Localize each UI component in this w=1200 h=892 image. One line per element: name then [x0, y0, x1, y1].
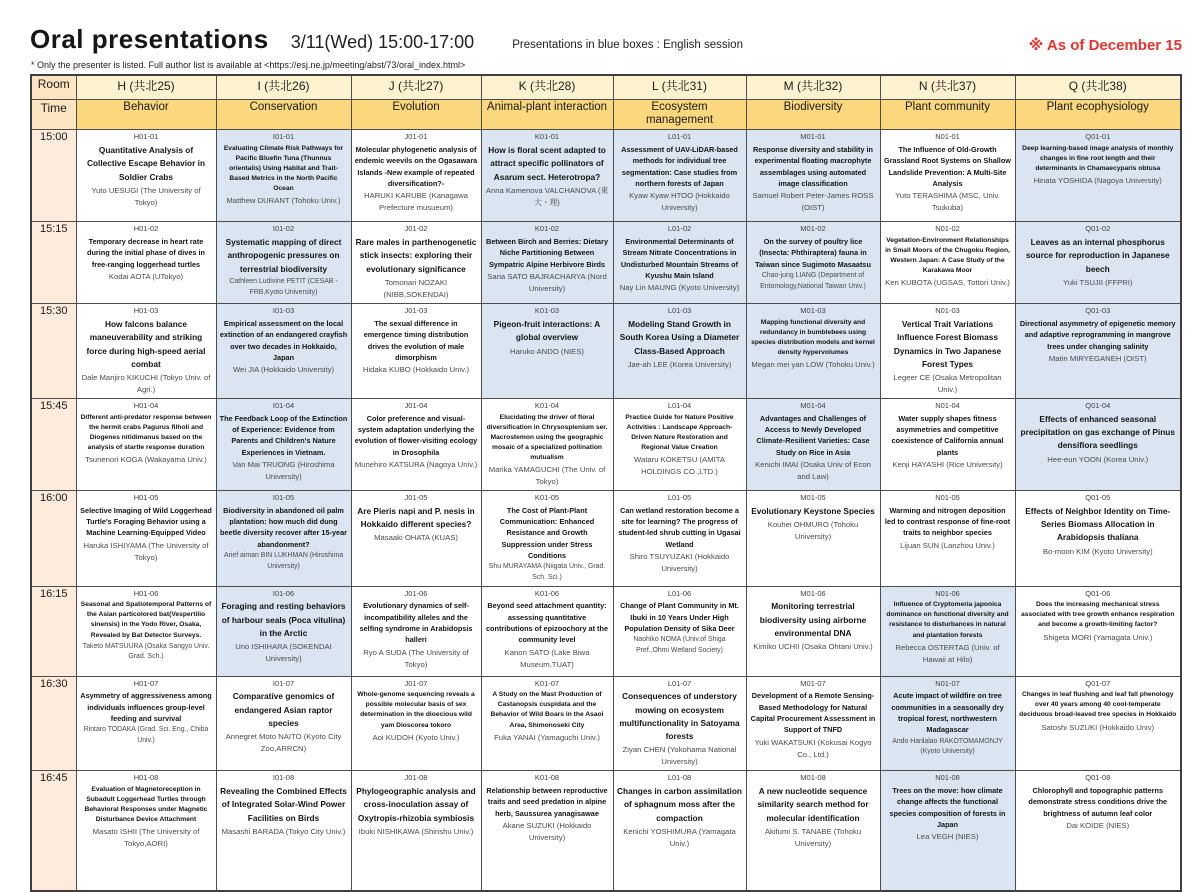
presentation-cell-H01-06: [76, 586, 216, 676]
presentation-cell-L01-05: [613, 490, 746, 586]
date-time: 3/11(Wed) 15:00-17:00: [290, 32, 475, 52]
presentation-cell-M01-04: [746, 399, 880, 491]
presentation-id: M01-04: [800, 401, 826, 411]
presentation-presenter: Kenji HAYASHI (Rice University): [892, 460, 1003, 470]
presentation-id: Q01-02: [1085, 224, 1111, 234]
presentation-cell-J01-08: [351, 771, 481, 892]
presentation-title: Effects of Neighbor Identity on Time-Series Biomass Allocation in Arabidopsis thaliana: [1025, 505, 1171, 543]
presentation-title: Elucidating the driver of floral diversification in Chrysosplenium ser. Macrostemon using the geographic mosaic of a specialized pollination mutualism: [486, 413, 608, 462]
presentation-cell-K01-08: [481, 771, 613, 892]
presentation-title: Different anti-predator response between the hermit crabs Pagurus filholi and Diogenes nitidimanus based on the analysis of startle response duration: [80, 413, 212, 452]
presentation-presenter: Fuka YANAI (Yamaguchi Univ.): [494, 732, 600, 742]
presentation-title: A new nucleotide sequence similarity search method for molecular identification: [757, 786, 869, 823]
presentation-title: Change of Plant Community in Mt. Ibuki in 10 Years Under High Population Density of Sika Deer: [620, 601, 739, 633]
presentation-id: K01-02: [534, 224, 560, 234]
presentation-presenter: Legeer CE (Osaka Metropolitan Univ.): [893, 373, 1002, 395]
presentation-cell-H01-03: [76, 304, 216, 399]
presentation-title: Between Birch and Berries: Dietary Niche Partitioning Between Sympatric Alpine Herbivore Birds: [485, 237, 609, 269]
presentation-title: Phylogeographic analysis and cross-inoculation assay of Oxytropis-rhizobia symbiosis: [356, 786, 476, 823]
presentation-cell-I01-05: [216, 490, 351, 586]
presentation-presenter: Haruka ISHIYAMA (The University of Tokyo): [83, 540, 209, 562]
presentation-title: Quantitative Analysis of Collective Escape Behavior in Soldier Crabs: [86, 145, 206, 182]
presentation-title: How is floral scent adapted to attract specific pollinators of Asarum sect. Heterotropa?: [488, 145, 606, 182]
presentation-title: Revealing the Combined Effects of Integrated Solar-Wind Power Facilities on Birds: [220, 786, 347, 823]
room-header-2: J (共北27): [351, 75, 481, 100]
time-label: 15:00: [31, 130, 76, 222]
presentation-presenter: Ryo A SUDA (The University of Tokyo): [363, 647, 469, 669]
presentation-presenter: Aoi KUDOH (Kyoto Univ.): [372, 732, 460, 742]
english-session-note: Presentations in blue boxes : English session: [512, 39, 743, 51]
presentation-cell-J01-07: [351, 676, 481, 771]
presentation-cell-Q01-06: [1015, 586, 1181, 676]
presentation-title: Directional asymmetry of epigenetic memory and adaptive reprogramming in mangrove trees under changing salinity: [1019, 319, 1176, 351]
presentation-id: M01-02: [800, 224, 826, 234]
presentation-presenter: Samuel Robert Peter-James ROSS (OIST): [752, 191, 874, 213]
presentation-presenter: Munehiro KATSURA (Nagoya Univ.): [354, 460, 478, 470]
presentation-cell-J01-05: [351, 490, 481, 586]
presentation-cell-I01-06: [216, 586, 351, 676]
presentation-cell-J01-02: [351, 222, 481, 304]
presentation-id: I01-01: [272, 132, 295, 142]
presentation-cell-N01-04: [880, 399, 1015, 491]
presentation-title: Chlorophyll and topographic patterns demonstrate stress conditions drive the brightness of autumn leaf color: [1028, 786, 1168, 818]
time-label: 16:15: [31, 586, 76, 676]
presentation-id: Q01-03: [1085, 306, 1111, 316]
presentation-presenter: Wei JIA (Hokkaido University): [232, 365, 335, 375]
category-header-6: Plant community: [880, 100, 1015, 130]
presentation-title: The Feedback Loop of the Extinction of Experience: Evidence from Parents and Children's Nature Experiences in Vietnam.: [219, 413, 348, 457]
time-label: 16:30: [31, 676, 76, 771]
presentation-title: Can wetland restoration become a site for learning? The progress of student-led shrub cutting in Ugasai Wetland: [618, 505, 741, 549]
presentation-presenter: Yuto TERASHIMA (MSC, Univ. Tsukuba): [895, 191, 1000, 213]
presentation-title: Relationship between reproductive traits and seed predation in alpine herb, Saussurea yanagisawae: [486, 786, 608, 818]
presentation-title: Selective Imaging of Wild Loggerhead Turtle's Foraging Behavior using a Machine Learning-Equipped Video: [80, 505, 212, 538]
presentation-presenter: Matin MIRYEGANEH (OIST): [1048, 354, 1147, 364]
presentation-cell-M01-06: [746, 586, 880, 676]
presentation-id: I01-08: [272, 773, 295, 783]
presentation-id: I01-03: [272, 306, 295, 316]
presentation-presenter: Shigeta MORI (Yamagata Univ.): [1043, 632, 1153, 642]
category-header-4: Ecosystem management: [613, 100, 746, 130]
presentation-presenter: Haruko ANDO (NIES): [510, 346, 584, 356]
presentation-presenter: Nay Lin MAUNG (Kyoto University): [619, 283, 740, 293]
presentation-presenter: Akane SUZUKI (Hokkaido University): [502, 820, 592, 842]
presentation-presenter: Tomonari NOZAKI (NIBB,SOKENDAI): [383, 277, 449, 299]
presentation-cell-N01-05: [880, 490, 1015, 586]
presentation-cell-Q01-07: [1015, 676, 1181, 771]
category-header-2: Evolution: [351, 100, 481, 130]
room-header-1: I (共北26): [216, 75, 351, 100]
presentation-presenter: Lijuan SUN (Lanzhou Univ.): [900, 540, 995, 550]
presentation-presenter: Ziyan CHEN (Yokohama National University): [622, 745, 737, 767]
presentation-presenter: Kodai AOTA (UTokyo): [108, 272, 184, 282]
presentation-title: Evaluating Climate Risk Pathways for Pacific Bluefin Tuna (Thunnus orientalis) Using Habitat and Trait-Based Metrics in the North Pacific Ocean: [223, 145, 344, 193]
presentation-title: Consequences of understory mowing on ecosystem multifunctionality in Satoyama forests: [619, 691, 740, 742]
presentation-id: K01-01: [534, 132, 560, 142]
presentation-id: L01-01: [667, 132, 692, 142]
presentation-id: N01-03: [935, 306, 960, 316]
presentation-cell-Q01-04: [1015, 399, 1181, 491]
presentation-cell-H01-05: [76, 490, 216, 586]
presentation-id: H01-01: [133, 132, 159, 142]
presentation-presenter: Arief aiman BIN LUKHMAN (Hiroshima University): [223, 551, 344, 570]
presentation-cell-H01-08: [76, 771, 216, 892]
room-header-3: K (共北28): [481, 75, 613, 100]
presentation-presenter: Rintaro TODAKA (Grad. Sci. Eng., Chiba Univ.): [83, 726, 209, 744]
presentation-presenter: Masato ISHII (The University of Tokyo,AORI): [92, 827, 200, 849]
presentation-id: M01-03: [800, 306, 826, 316]
presentation-title: Modeling Stand Growth in South Korea Using a Diameter Class-Based Approach: [619, 319, 740, 356]
presentation-cell-L01-08: [613, 771, 746, 892]
as-of-note: ※ As of December 15: [1028, 37, 1182, 54]
presentation-cell-I01-08: [216, 771, 351, 892]
presentation-id: Q01-05: [1085, 492, 1111, 502]
presentation-presenter: Hinata YOSHIDA (Nagoya University): [1033, 176, 1162, 186]
presentation-presenter: Kenichi IMAI (Osaka Univ of Econ and Law): [755, 460, 871, 481]
presentation-id: H01-07: [133, 678, 159, 688]
presentation-cell-M01-03: [746, 304, 880, 399]
presentation-cell-Q01-03: [1015, 304, 1181, 399]
presentation-cell-J01-06: [351, 586, 481, 676]
presentation-title: The Influence of Old-Growth Grassland Root Systems on Shallow Landslide Prevention: A Multi-Site Analysis: [884, 145, 1011, 189]
presentation-cell-I01-04: [216, 399, 351, 491]
presentation-presenter: Cathleen Ludivine PETIT (CESAB - FRB,Kyoto University): [229, 277, 338, 296]
presentation-id: K01-08: [534, 773, 560, 783]
title-bar: [30, 24, 743, 55]
presentation-cell-Q01-05: [1015, 490, 1181, 586]
presentation-cell-N01-01: [880, 130, 1015, 222]
presentation-id: Q01-04: [1085, 401, 1111, 411]
presentation-presenter: Dale Manjiro KIKUCHI (Tokyo Univ. of Agri.): [81, 373, 211, 395]
presentation-presenter: Kenichi YOSHIMURA (Yamagata Univ.): [623, 826, 736, 848]
presentation-cell-N01-02: [880, 222, 1015, 304]
presentation-cell-I01-07: [216, 676, 351, 771]
presentation-cell-M01-01: [746, 130, 880, 222]
presentation-title: How falcons balance maneuverability and striking force during high-speed aerial combat: [86, 319, 206, 369]
presentation-title: Systematic mapping of direct anthropogenic pressures on terrestrial biodiversity: [225, 237, 342, 274]
presentation-id: H01-02: [133, 224, 159, 234]
presentation-title: Influence of Cryptomeria japonica dominance on functional diversity and resistance to disturbances in natural and plantation forests: [886, 601, 1009, 639]
presentation-title: Effects of enhanced seasonal precipitation on gas exchange of Pinus densiflora seedlings: [1020, 413, 1175, 451]
presentation-title: Advantages and Challenges of Access to Newly Developed Climate-Resilient Varieties: Case Study on Rice in Asia: [756, 413, 870, 457]
presentation-presenter: Akifumi S. TANABE (Tohoku University): [764, 826, 862, 848]
presentation-id: M01-08: [800, 773, 826, 783]
presentation-presenter: Lea VEGH (NIES): [916, 832, 979, 842]
oral-presentations-table: [30, 74, 1182, 892]
presentation-presenter: Yuto UESUGI (The University of Tokyo): [91, 185, 201, 207]
presentation-id: H01-04: [133, 401, 159, 411]
presentation-presenter: HARUKI KARUBE (Kanagawa Prefecture musueum): [364, 191, 468, 213]
room-header-4: L (共北31): [613, 75, 746, 100]
presentation-title: Temporary decrease in heart rate during the initial phase of dives in free-ranging loggerhead turtles: [87, 237, 205, 269]
presentation-id: M01-06: [800, 588, 826, 598]
room-header-label: Room: [31, 75, 76, 100]
presentation-title: Trees on the move: how climate change affects the functional species composition of forests in Japan: [889, 786, 1006, 829]
presentation-id: N01-07: [935, 678, 960, 688]
presentation-id: M01-05: [800, 492, 826, 502]
presentation-presenter: Dai KOIDE (NIES): [1066, 820, 1130, 830]
presentation-id: I01-06: [272, 588, 295, 598]
presentation-presenter: Hidaka KUBO (Hokkaido Univ.): [362, 365, 470, 375]
presentation-cell-I01-01: [216, 130, 351, 222]
presentation-id: L01-03: [667, 306, 692, 316]
presentation-id: K01-07: [534, 678, 560, 688]
category-header-3: Animal-plant interaction: [481, 100, 613, 130]
presentation-cell-J01-01: [351, 130, 481, 222]
presentation-id: N01-01: [935, 132, 960, 142]
presentation-id: H01-06: [133, 588, 159, 598]
presentation-presenter: Marika YAMAGUCHI (The Univ. of Tokyo): [488, 465, 606, 487]
presentation-cell-M01-08: [746, 771, 880, 892]
presentation-title: Mapping functional diversity and redundancy in bumblebees using species distribution models and kernel density hypervolumes: [751, 319, 875, 357]
presentation-cell-J01-04: [351, 399, 481, 491]
presentation-id: K01-03: [534, 306, 560, 316]
presentation-id: I01-02: [272, 224, 295, 234]
presentation-title: Changes in leaf flushing and leaf fall phenology over 40 years among 40 cool-temperate deciduous broad-leaved tree species in Hokkaido: [1019, 691, 1177, 719]
room-header-5: M (共北32): [746, 75, 880, 100]
presentation-id: I01-05: [272, 492, 295, 502]
presentation-title: Acute impact of wildfire on tree communities in a seasonally dry tropical forest, northwestern Madagascar: [891, 691, 1004, 735]
presentation-cell-L01-06: [613, 586, 746, 676]
presentation-cell-I01-03: [216, 304, 351, 399]
presentation-cell-H01-07: [76, 676, 216, 771]
presentation-title: Color preference and visual-system adaptation underlying the evolution of flower-visiting ecology in Drosophila: [354, 413, 478, 457]
presentation-title: Are Pieris napi and P. nesis in Hokkaido different species?: [357, 505, 475, 529]
presentation-title: Vegetation-Environment Relationships in Small Moors of the Chugoku Region, Western Japan: A Case Study of the Karakawa Moor: [885, 237, 1010, 275]
room-header-6: N (共北37): [880, 75, 1015, 100]
presentation-id: J01-08: [404, 773, 428, 783]
presentation-cell-M01-05: [746, 490, 880, 586]
presentation-presenter: Kouhei OHMURO (Tohoku University): [767, 520, 859, 541]
presentation-presenter: Anna Kamenova VALCHANOVA (東大・理): [485, 185, 609, 207]
presentation-presenter: Annegret Moto NAITO (Kyoto City Zoo,ARRCN): [225, 732, 342, 754]
presentation-title: Warming and nitrogen deposition led to contrast response of fine-root traits to neighbor species: [884, 505, 1011, 538]
presentation-id: J01-05: [404, 492, 428, 502]
presentation-id: K01-06: [534, 588, 560, 598]
presentation-presenter: Kimiko UCHII (Osaka Ohtani Univ.): [753, 642, 873, 652]
presentation-cell-N01-06: [880, 586, 1015, 676]
presentation-presenter: Hee-eun YOON (Korea Univ.): [1047, 454, 1149, 464]
presentation-cell-N01-08: [880, 771, 1015, 892]
presentation-title: Monitoring terrestrial biodiversity using airborne environmental DNA: [759, 601, 867, 638]
presentation-id: K01-04: [534, 401, 560, 411]
presentation-presenter: Satoshi SUZUKI (Hokkaido Univ): [1041, 722, 1155, 732]
presentation-cell-L01-02: [613, 222, 746, 304]
presentation-presenter: Wataru KOKETSU (AMITA HOLDINGS CO.,LTD.): [634, 455, 725, 476]
presentation-id: K01-05: [534, 492, 560, 502]
page-title: Oral presentations: [30, 24, 269, 54]
presentation-presenter: Kyaw Kyaw HTOO (Hokkaido University): [629, 191, 730, 213]
presentation-id: H01-03: [133, 306, 159, 316]
presentation-presenter: Matthew DURANT (Tohoku Univ.): [226, 196, 341, 206]
presentation-presenter: Shiro TSUYUZAKI (Hokkaido University): [629, 551, 730, 573]
presentation-title: Beyond seed attachment quantity: assessing quantitative contributions of epizoochory at the community level: [485, 601, 609, 645]
presentation-title: Leaves as an internal phosphorus source for reproduction in Japanese beech: [1025, 237, 1170, 274]
presentation-cell-K01-05: [481, 490, 613, 586]
presentation-id: Q01-01: [1085, 132, 1111, 142]
time-label: 15:30: [31, 304, 76, 399]
presentation-id: Q01-07: [1085, 678, 1111, 688]
presentation-id: H01-08: [133, 773, 159, 783]
presentation-presenter: Uno ISHIHARA (SOKENDAI University): [235, 642, 332, 664]
presentation-id: J01-06: [404, 588, 428, 598]
presentation-title: Empirical assessment on the local extinction of an endangered crayfish over two decades in Hokkaido, Japan: [219, 319, 348, 363]
presentation-cell-K01-01: [481, 130, 613, 222]
presentation-presenter: Tsunenori KOGA (Wakayama Univ.): [85, 455, 207, 465]
category-header-0: Behavior: [76, 100, 216, 130]
presentation-title: Vertical Trait Variations Influence Forest Biomass Dynamics in Two Japanese Forest Types: [893, 319, 1002, 369]
presentation-id: N01-06: [935, 588, 960, 598]
presentation-title: Response diversity and stability in experimental floating macrophyte assemblages using automated image classification: [752, 145, 874, 189]
presentation-id: J01-02: [404, 224, 428, 234]
presentation-id: N01-02: [935, 224, 960, 234]
presentation-title: Asymmetry of aggressiveness among individuals influences group-level feeding and survival: [80, 691, 212, 723]
presentation-title: Evolutionary dynamics of self-incompatibility alleles and the selfing syndrome in Arabidopsis halleri: [359, 601, 473, 645]
presentation-id: M01-07: [800, 678, 826, 688]
presentation-title: Development of a Remote Sensing-Based Methodology for Natural Capital Procurement Assessment in Support of TNFD: [750, 691, 876, 735]
presentation-cell-K01-02: [481, 222, 613, 304]
presentation-cell-N01-07: [880, 676, 1015, 771]
presentation-title: Molecular phylogenetic analysis of endemic weevils on the Ogasawara Islands -New example of repeated diversification?-: [354, 145, 478, 189]
presentation-title: Water supply shapes fitness asymmetries and competitive coexistence of California annual plants: [891, 413, 1004, 457]
presentation-presenter: Ibuki NISHIKAWA (Shinshu Univ.): [358, 826, 474, 836]
time-header-label: Time: [31, 100, 76, 130]
presentation-cell-M01-02: [746, 222, 880, 304]
presentation-cell-M01-07: [746, 676, 880, 771]
presentation-presenter: Jae-ah LEE (Korea University): [627, 359, 732, 369]
time-label: 16:45: [31, 771, 76, 892]
presentation-cell-Q01-01: [1015, 130, 1181, 222]
presentation-cell-Q01-02: [1015, 222, 1181, 304]
presentation-presenter: Ando Harilalao RAKOTOMAMONJY (Kyoto University): [892, 737, 1003, 756]
presentation-cell-K01-04: [481, 399, 613, 491]
time-label: 16:00: [31, 490, 76, 586]
presentation-title: Foraging and resting behaviors of harbour seals (Poca vitulina) in the Arctic: [221, 601, 346, 638]
presentation-title: Practice Guide for Nature Positive Activities : Landscape Approach-Driven Nature Restoration and Regional Value Creation: [625, 413, 734, 452]
category-header-1: Conservation: [216, 100, 351, 130]
presentation-cell-N01-03: [880, 304, 1015, 399]
presentation-presenter: Taketo MATSUURA (Osaka Sangyo Univ. Grad. Sch.): [82, 642, 210, 661]
presentation-id: J01-01: [404, 132, 428, 142]
time-label: 15:15: [31, 222, 76, 304]
presentation-cell-K01-03: [481, 304, 613, 399]
presentation-id: I01-04: [272, 401, 295, 411]
presentation-title: On the survey of poultry lice (Insecta: Phthiraptera) fauna in Taiwan since Sugimoto Masaatsu: [755, 237, 871, 269]
presentation-id: M01-01: [800, 132, 826, 142]
presentation-presenter: Saria SATO BAJRACHARYA (Nord University): [487, 272, 607, 294]
presentation-cell-J01-03: [351, 304, 481, 399]
presentation-cell-L01-04: [613, 399, 746, 491]
presentation-title: Assessment of UAV-LiDAR-based methods for individual tree segmentation: Case studies from northern forests of Japan: [621, 145, 738, 189]
presentation-title: The Cost of Plant-Plant Communication: Enhanced Resistance and Growth Suppression under Stress Conditions: [499, 505, 595, 560]
presentation-presenter: Masaaki OHATA (KUAS): [374, 533, 458, 543]
presentation-id: L01-02: [667, 224, 692, 234]
presentation-presenter: Kanon SATO (Lake Biwa Museum,TUAT): [504, 647, 590, 669]
presenter-footnote: * Only the presenter is listed. Full author list is available at <https://esj.ne.jp/meeting/abst/73/oral_index.html>: [31, 60, 466, 70]
presentation-title: A Study on the Mast Production of Castanopsis cuspidata and the Behavior of Wild Boars in the Asaoi Area, Shimonoseki City: [490, 691, 604, 729]
presentation-cell-K01-06: [481, 586, 613, 676]
presentation-cell-H01-02: [76, 222, 216, 304]
presentation-presenter: Van Mai TRUONG (Hiroshima University): [232, 460, 335, 481]
presentation-presenter: Yuki WAKATSUKI (Kokusai Kogyo Co., Ltd.): [754, 737, 872, 759]
presentation-id: L01-05: [667, 492, 692, 502]
presentation-presenter: Masashi BARADA (Tokyo City Univ.): [221, 826, 346, 836]
presentation-id: N01-05: [935, 492, 960, 502]
presentation-cell-K01-07: [481, 676, 613, 771]
presentation-title: Pigeon-fruit interactions: A global overview: [493, 319, 601, 343]
presentation-id: J01-03: [404, 306, 428, 316]
presentation-title: Rare males in parthenogenetic stick insects: exploring their evolutionary significance: [355, 237, 477, 274]
presentation-id: L01-04: [667, 401, 692, 411]
presentation-title: Comparative genomics of endangered Asian raptor species: [232, 691, 335, 728]
presentation-id: L01-06: [667, 588, 692, 598]
presentation-cell-L01-01: [613, 130, 746, 222]
presentation-id: N01-08: [935, 773, 960, 783]
presentation-cell-H01-01: [76, 130, 216, 222]
presentation-title: Whole-genome sequencing reveals a possible molecular basis of sex determination in the dioecious wild yam Dioscorea tokoro: [357, 691, 475, 729]
presentation-presenter: Naohiko NOMA (Univ.of Shiga Pref.,Ohmi Wetland Society): [633, 636, 726, 654]
presentation-title: Evaluation of Magnetoreception in Subadult Loggerhead Turtles through Behavioral Responses under Magnetic Disturbance Device Attachment: [84, 786, 208, 824]
presentation-presenter: Megan mei yan LOW (Tohoku Univ.): [751, 360, 875, 370]
presentation-id: Q01-06: [1085, 588, 1111, 598]
presentation-id: L01-08: [667, 773, 692, 783]
presentation-id: Q01-08: [1085, 773, 1111, 783]
presentation-title: Deep learning-based image analysis of monthly changes in fine root length and their determinants in Chamaecyparis obtusa: [1022, 145, 1174, 173]
presentation-title: Environmental Determinants of Stream Nitrate Concentrations in Undisturbed Mountain Streams of Kyushu Main Island: [620, 237, 739, 281]
presentation-id: H01-05: [133, 492, 159, 502]
presentation-title: Changes in carbon assimilation of sphagnum moss after the compaction: [617, 786, 742, 823]
presentation-presenter: Bo-moon KIM (Kyoto University): [1042, 546, 1153, 556]
time-label: 15:45: [31, 399, 76, 491]
presentation-cell-L01-03: [613, 304, 746, 399]
room-header-0: H (共北25): [76, 75, 216, 100]
room-header-7: Q (共北38): [1015, 75, 1181, 100]
presentation-title: The sexual difference in emergence timing distribution drives the evolution of male dimorphism: [363, 319, 469, 363]
presentation-id: L01-07: [667, 678, 692, 688]
presentation-presenter: Chao-jung LIANG (Department of Entomology,National Taiwan Univ.): [760, 272, 866, 290]
presentation-id: J01-04: [404, 401, 428, 411]
presentation-id: I01-07: [272, 678, 295, 688]
presentation-title: Seasonal and Spatiotemporal Patterns of the Asian particolored bat(Vespertilio sinensis) in the Yodo River, Osaka, Revealed by Bat Detector Surveys.: [80, 601, 212, 639]
presentation-presenter: Yuki TSUJII (FFPRI): [1063, 277, 1133, 287]
presentation-title: Does the increasing mechanical stress associated with tree growth enhance respiration and become a growth-limiting factor?: [1021, 601, 1175, 629]
presentation-cell-Q01-08: [1015, 771, 1181, 892]
presentation-title: Biodiversity in abandoned oil palm plantation: how much did dung beetle diversity recover after 15-year abandonment?: [220, 505, 347, 549]
presentation-title: Evolutionary Keystone Species: [751, 505, 875, 516]
presentation-cell-H01-04: [76, 399, 216, 491]
presentation-cell-L01-07: [613, 676, 746, 771]
presentation-presenter: Rebecca OSTERTAG (Univ. of Hawaii at Hilo): [895, 642, 1000, 664]
presentation-id: J01-07: [404, 678, 428, 688]
category-header-7: Plant ecophysiology: [1015, 100, 1181, 130]
category-header-5: Biodiversity: [746, 100, 880, 130]
presentation-cell-I01-02: [216, 222, 351, 304]
presentation-id: N01-04: [935, 401, 960, 411]
presentation-presenter: Shu MURAYAMA (Niigata Univ., Grad. Sch. Sci.): [488, 563, 606, 581]
presentation-presenter: Ken KUBOTA (UGSAS, Tottori Univ.): [885, 278, 1010, 288]
